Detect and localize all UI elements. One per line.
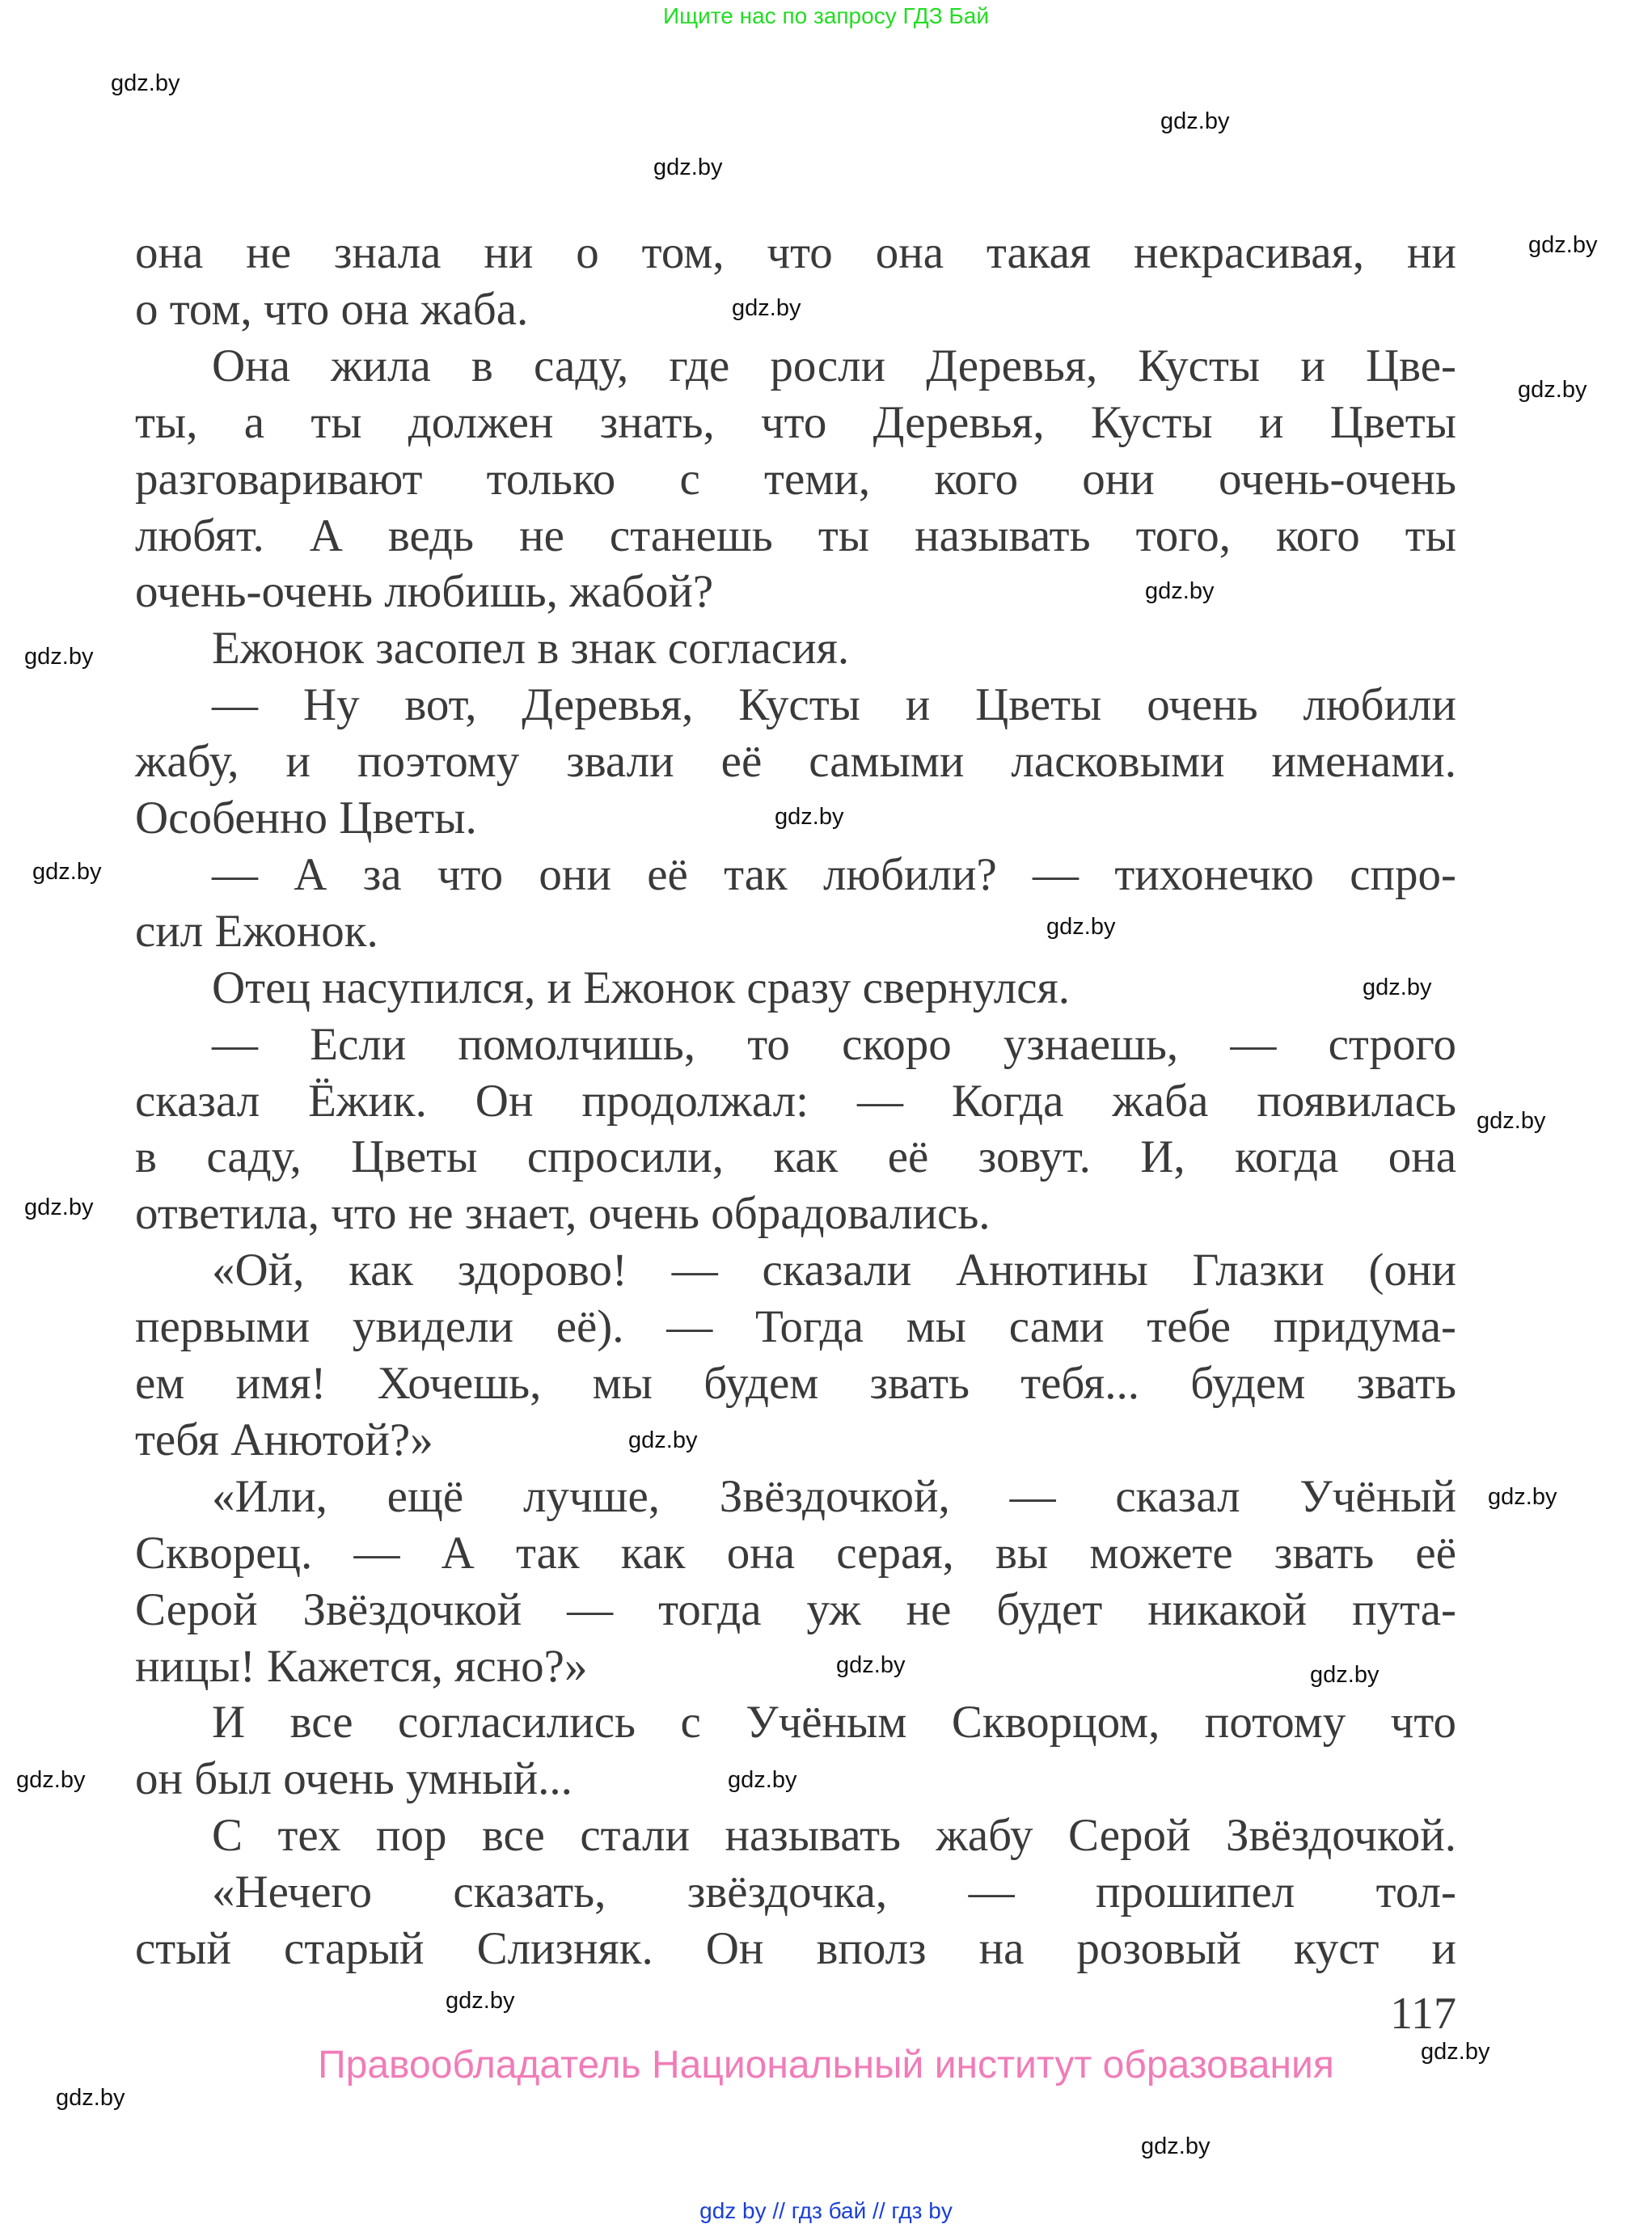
text-line: Скворец. — А так как она серая, вы можете звать её xyxy=(135,1527,1456,1579)
text-line: — Если помолчишь, то скоро узнаешь, — строго xyxy=(212,1018,1456,1070)
watermark: gdz.by xyxy=(1488,1484,1557,1510)
rights-holder-footer: Правообладатель Национальный институт образования xyxy=(318,2044,1334,2087)
text-line: — А за что они её так любили? — тихонечко спро- xyxy=(212,848,1456,900)
text-line: ответила, что не знает, очень обрадовались. xyxy=(135,1188,991,1240)
watermark: gdz.by xyxy=(1477,1108,1546,1134)
text-line: Особенно Цветы. xyxy=(135,793,477,844)
site-links[interactable]: gdz by // гдз бай // гдз by xyxy=(699,2198,953,2223)
text-line: жабу, и поэтому звали её самыми ласковыми именами. xyxy=(135,736,1456,788)
text-line: ты, а ты должен знать, что Деревья, Кусты и Цветы xyxy=(135,396,1456,448)
watermark: gdz.by xyxy=(836,1652,906,1678)
text-line: тебя Анютой?» xyxy=(135,1414,433,1465)
watermark: gdz.by xyxy=(1145,578,1215,604)
text-line: ем имя! Хочешь, мы будем звать тебя... будем звать xyxy=(135,1358,1456,1409)
text-line: «Или, ещё лучше, Звёздочкой, — сказал Учёный xyxy=(212,1470,1456,1522)
watermark: gdz.by xyxy=(1528,232,1598,258)
watermark: gdz.by xyxy=(446,1988,515,2014)
watermark: gdz.by xyxy=(16,1767,86,1793)
text-line: С тех пор все стали называть жабу Серой Звёздочкой. xyxy=(212,1810,1456,1862)
text-line: Ежонок засопел в знак согласия. xyxy=(212,623,850,674)
text-line: сказал Ёжик. Он продолжал: — Когда жаба появилась xyxy=(135,1075,1456,1127)
text-line: любят. А ведь не станешь ты называть того, кого ты xyxy=(135,509,1456,561)
text-line: Она жила в саду, где росли Деревья, Кусты и Цве- xyxy=(212,340,1456,391)
watermark: gdz.by xyxy=(1141,2133,1210,2159)
text-line: очень-очень любишь, жабой? xyxy=(135,566,714,618)
text-line: «Ой, как здорово! — сказали Анютины Глазки (они xyxy=(212,1245,1456,1296)
watermark: gdz.by xyxy=(56,2085,125,2111)
text-line: сил Ежонок. xyxy=(135,905,378,957)
watermark: gdz.by xyxy=(1160,108,1230,134)
text-line: Отец насупился, и Ежонок сразу свернулся. xyxy=(212,962,1070,1013)
text-line: о том, что она жаба. xyxy=(135,283,529,335)
text-line: стый старый Слизняк. Он вполз на розовый куст и xyxy=(135,1923,1456,1974)
text-line: он был очень умный... xyxy=(135,1753,572,1805)
text-line: — Ну вот, Деревья, Кусты и Цветы очень любили xyxy=(212,679,1456,731)
watermark: gdz.by xyxy=(32,859,102,885)
page-number: 117 xyxy=(1390,1989,1456,2039)
watermark: gdz.by xyxy=(1310,1662,1379,1688)
text-line: ницы! Кажется, ясно?» xyxy=(135,1640,588,1692)
watermark: gdz.by xyxy=(653,154,723,180)
watermark: gdz.by xyxy=(728,1767,797,1793)
watermark: gdz.by xyxy=(24,1194,94,1220)
text-line: Серой Звёздочкой — тогда уж не будет никакой пута- xyxy=(135,1583,1456,1635)
text-line: она не знала ни о том, что она такая некрасивая, ни xyxy=(135,227,1456,278)
text-line: первыми увидели её). — Тогда мы сами тебе придума- xyxy=(135,1301,1456,1353)
watermark: gdz.by xyxy=(732,295,801,321)
watermark: gdz.by xyxy=(775,804,844,830)
text-line: И все согласились с Учёным Скворцом, потому что xyxy=(212,1697,1456,1748)
search-hint-banner[interactable]: Ищите нас по запросу ГДЗ Бай xyxy=(662,3,990,28)
watermark: gdz.by xyxy=(628,1427,698,1453)
text-line: в саду, Цветы спросили, как её зовут. И, когда она xyxy=(135,1131,1456,1183)
text-line: «Нечего сказать, звёздочка, — прошипел тол- xyxy=(212,1867,1456,1918)
watermark: gdz.by xyxy=(111,70,180,96)
watermark: gdz.by xyxy=(1046,914,1116,940)
text-line: разговаривают только с теми, кого они очень-очень xyxy=(135,453,1456,505)
watermark: gdz.by xyxy=(1363,975,1432,1000)
watermark: gdz.by xyxy=(24,644,94,670)
watermark: gdz.by xyxy=(1421,2039,1490,2065)
watermark: gdz.by xyxy=(1518,377,1587,403)
